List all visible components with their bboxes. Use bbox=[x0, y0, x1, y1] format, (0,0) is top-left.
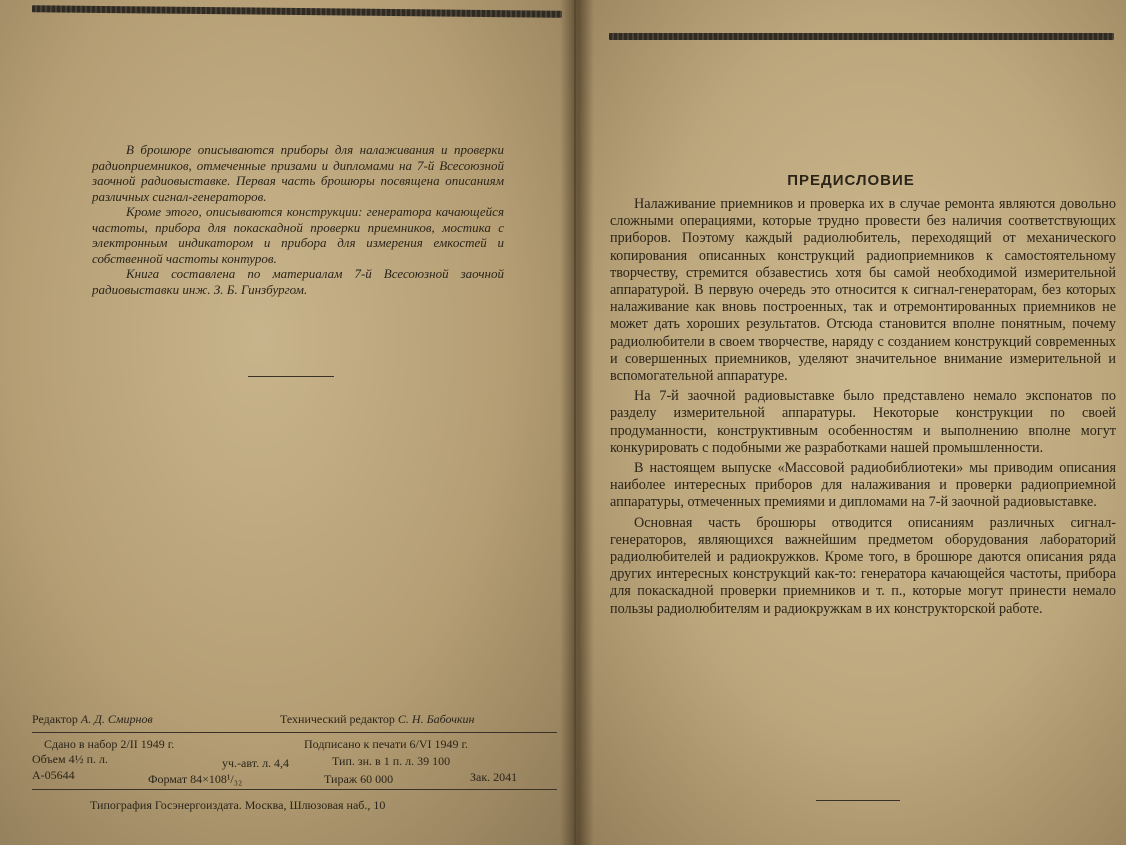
publication-code: А-05644 bbox=[32, 768, 75, 782]
end-divider bbox=[816, 800, 900, 801]
editor-label: Редактор bbox=[32, 712, 78, 726]
imprint-rule-top bbox=[32, 732, 557, 733]
top-decorative-rule bbox=[609, 33, 1114, 40]
preface-paragraph-1: Налаживание приемников и проверка их в случае ремонта являются довольно сложными операциями, которые трудно провести без наличия соответствующих приборов. Поэтому каждый радиолюбитель, переходящий от механического копирования описанных конструкций радиоприемников к самостоятельному творчеству, стремится обзавестись хотя бы самой необходимой измерительной аппаратурой. В первую очередь это относится к сигнал-генераторам, без которых налаживание как вновь построенных, так и отремонтированных приемников не может дать хороших результатов. Отсюда становится вполне понятным, почему радиолюбители в своем творчестве, наряду с созданием конструкций современных и совершенных приемников, уделяют значительное внимание измерительной и вспомогательной аппаратуре. bbox=[610, 196, 1116, 385]
top-decorative-rule bbox=[32, 5, 562, 18]
order-number: Зак. 2041 bbox=[470, 770, 518, 784]
imprint-rule-bottom bbox=[32, 789, 557, 790]
tech-editor-line bbox=[280, 712, 475, 727]
tech-editor-name: С. Н. Бабочкин bbox=[397, 712, 475, 726]
section-divider bbox=[248, 376, 334, 377]
editor-name: А. Д. Смирнов bbox=[80, 712, 153, 726]
printer-address: Типография Госэнергоиздата. Москва, Шлюзовая наб., 10 bbox=[90, 798, 386, 812]
section-title: ПРЕДИСЛОВИЕ bbox=[787, 172, 915, 189]
preface-body bbox=[610, 196, 1116, 621]
preface-paragraph-2: На 7-й заочной радиовыставке было представлено немало экспонатов по разделу измерительной аппаратуры. Некоторые конструкции по своей продуманности, конструктивным особенностям и выполнению вполне могут конкурировать с подобными же разработками нашей промышленности. bbox=[610, 388, 1116, 456]
preface-paragraph-4: Основная часть брошюры отводится описаниям различных сигнал-генераторов, являющихся важнейшим предметом оборудования лабораторий радиолюбителей и радиокружков. Кроме того, в брошюре даются описания ряда других интересных конструкций как-то: генератора качающейся частоты, прибора для покаскадной проверки приемников и т. п., которые могут принести немало пользы радиолюбителям и радиокружкам в их конструкторской работе. bbox=[610, 514, 1116, 617]
tech-editor-label: Технический редактор bbox=[280, 712, 395, 726]
submitted-date: Сдано в набор 2/II 1949 г. bbox=[44, 737, 175, 751]
volume: Объем 4½ п. л. bbox=[32, 752, 109, 766]
editor-line bbox=[32, 712, 153, 727]
type-characters: Тип. зн. в 1 п. л. 39 100 bbox=[332, 754, 451, 768]
format: Формат 84×108¹/₃₂ bbox=[148, 772, 243, 786]
signed-date: Подписано к печати 6/VI 1949 г. bbox=[304, 737, 469, 751]
annotation-paragraph-3: Книга составлена по материалам 7-й Всесоюзной заочной радиовыставки инж. З. Б. Гинзбургом. bbox=[92, 266, 504, 297]
print-run: Тираж 60 000 bbox=[324, 772, 394, 786]
author-sheets: уч.-авт. л. 4,4 bbox=[222, 756, 290, 770]
preface-paragraph-3: В настоящем выпуске «Массовой радиобиблиотеки» мы приводим описания наиболее интересных приборов для налаживания и проверки радиоприемной аппаратуры, отмеченных премиями и дипломами на 7-й заочной радиовыставке. bbox=[610, 460, 1116, 511]
right-page bbox=[576, 0, 1126, 845]
annotation-block bbox=[92, 142, 504, 297]
annotation-paragraph-1: В брошюре описываются приборы для налаживания и проверки радиоприемников, отмеченные призами и дипломами на 7-й Всесоюзной заочной радиовыставке. Первая часть брошюры посвящена описаниям различных сигнал-генераторов. bbox=[92, 142, 504, 204]
book-spine-shadow bbox=[560, 0, 594, 845]
annotation-paragraph-2: Кроме этого, описываются конструкции: генератора качающейся частоты, прибора для покаскадной проверки приемников, мостика с электронным индикатором и прибора для измерения емкостей и собственной частоты контуров. bbox=[92, 204, 504, 266]
